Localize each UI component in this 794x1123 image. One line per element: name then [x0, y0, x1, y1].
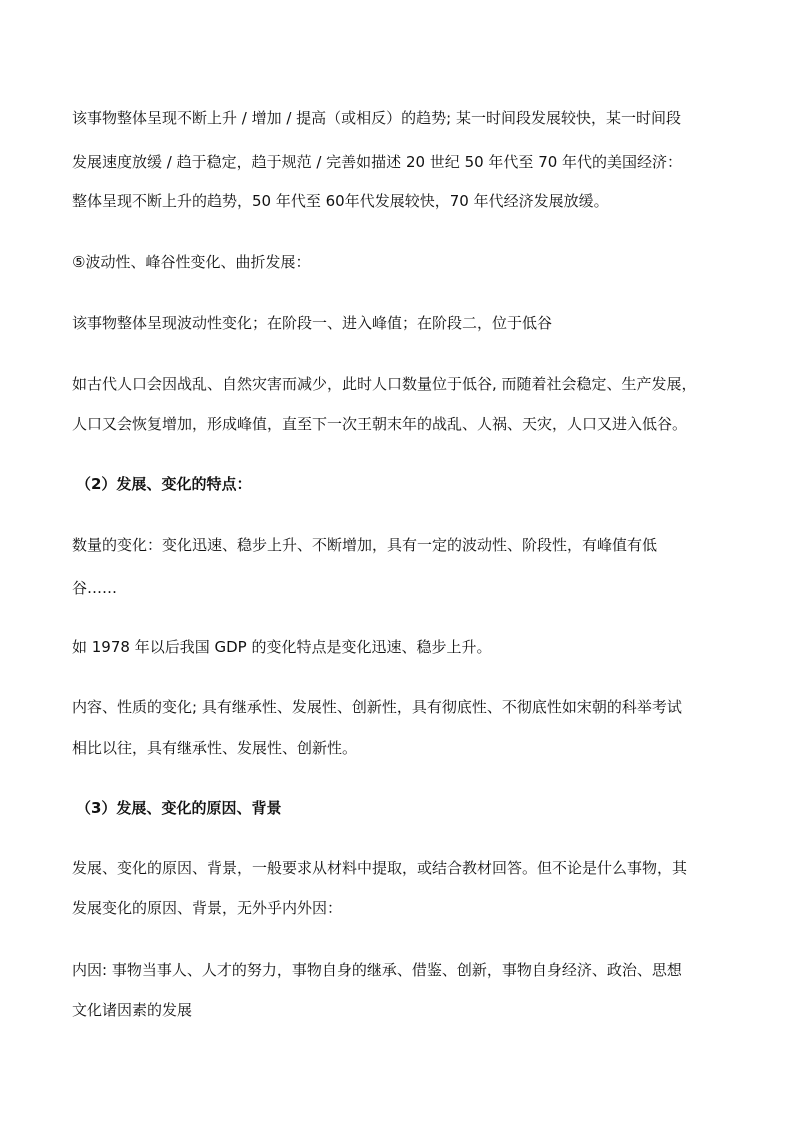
paragraph-trend-line-1: 该事物整体呈现不断上升 / 增加 / 提高（或相反）的趋势; 某一时间段发展较快，某一时间段	[72, 109, 682, 127]
paragraph-trend-line-3: 整体呈现不断上升的趋势，50 年代至 60年代发展较快，70 年代经济发展放缓。	[72, 192, 609, 210]
paragraph-causes-line-2: 发展变化的原因、背景，无外乎内外因：	[72, 899, 343, 917]
paragraph-internal-causes-line-2: 文化诸因素的发展	[72, 1001, 193, 1019]
paragraph-content-change-line-1: 内容、性质的变化; 具有继承性、发展性、创新性，具有彻底性、不彻底性如宋朝的科举考试	[72, 698, 682, 716]
section-heading-characteristics: （2）发展、变化的特点：	[76, 475, 252, 493]
paragraph-causes-line-1: 发展、变化的原因、背景，一般要求从材料中提取，或结合教材回答。但不论是什么事物，其	[72, 859, 688, 877]
paragraph-quantity-change-line-1: 数量的变化：变化迅速、稳步上升、不断增加，具有一定的波动性、阶段性，有峰值有低	[72, 536, 658, 554]
paragraph-quantity-change-line-2: 谷……	[72, 579, 118, 597]
paragraph-trend-line-2: 发展速度放缓 / 趋于稳定，趋于规范 / 完善如描述 20 世纪 50 年代至 70 年代的美国经济：	[72, 153, 683, 171]
paragraph-population-example-line-1: 如古代人口会因战乱、自然灾害而减少，此时人口数量位于低谷, 而随着社会稳定、生产发展，	[72, 375, 697, 393]
section-heading-causes: （3）发展、变化的原因、背景	[76, 799, 282, 817]
paragraph-fluctuation-definition: 该事物整体呈现波动性变化；在阶段一、进入峰值；在阶段二，位于低谷	[72, 314, 553, 332]
paragraph-gdp-example: 如 1978 年以后我国 GDP 的变化特点是变化迅速、稳步上升。	[72, 638, 492, 656]
paragraph-internal-causes-line-1: 内因: 事物当事人、人才的努力，事物自身的继承、借鉴、创新，事物自身经济、政治、思想	[72, 961, 682, 979]
section-fluctuation-title: ⑤波动性、峰谷性变化、曲折发展：	[72, 253, 311, 271]
paragraph-content-change-line-2: 相比以往，具有继承性、发展性、创新性。	[72, 739, 358, 757]
paragraph-population-example-line-2: 人口又会恢复增加，形成峰值，直至下一次王朝末年的战乱、人祸、天灾，人口又进入低谷。	[72, 415, 688, 433]
